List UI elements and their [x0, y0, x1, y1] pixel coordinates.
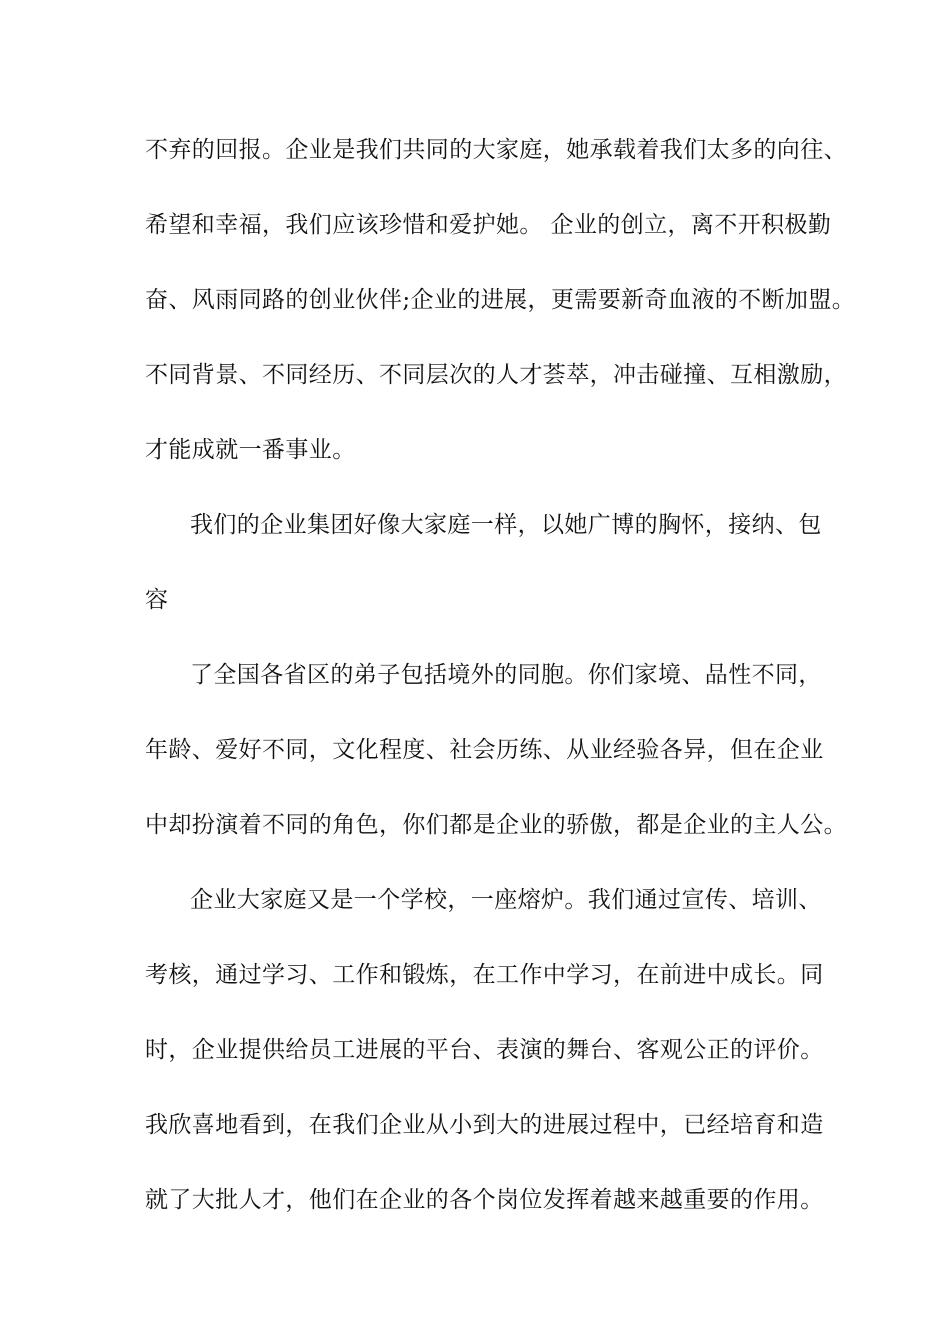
text-line: 希望和幸福，我们应该珍惜和爱护她。 企业的创立，离不开积极勤: [145, 212, 832, 238]
text-line: 容: [145, 587, 169, 613]
paragraph-start-line: 我们的企业集团好像大家庭一样，以她广博的胸怀，接纳、包: [190, 512, 822, 538]
text-line: 中却扮演着不同的角色，你们都是企业的骄傲，都是企业的主人公。: [145, 812, 847, 838]
text-line: 考核，通过学习、工作和锻炼，在工作中学习，在前进中成长。同: [145, 962, 824, 988]
paragraph-start-line: 企业大家庭又是一个学校，一座熔炉。我们通过宣传、培训、: [190, 887, 822, 913]
paragraph-start-line: 了全国各省区的弟子包括境外的同胞。你们家境、品性不同，: [190, 662, 822, 688]
text-line: 不弃的回报。企业是我们共同的大家庭，她承载着我们太多的向往、: [145, 137, 847, 163]
text-line: 我欣喜地看到，在我们企业从小到大的进展过程中，已经培育和造: [145, 1112, 824, 1138]
text-line: 奋、风雨同路的创业伙伴;企业的进展，更需要新奇血液的不断加盟。: [145, 287, 856, 313]
text-line: 就了大批人才，他们在企业的各个岗位发挥着越来越重要的作用。: [145, 1187, 824, 1213]
text-line: 不同背景、不同经历、不同层次的人才荟萃，冲击碰撞、互相激励，: [145, 362, 847, 388]
text-line: 才能成就一番事业。: [145, 437, 356, 463]
text-line: 年龄、爱好不同，文化程度、社会历练、从业经验各异，但在企业: [145, 737, 824, 763]
text-line: 时，企业提供给员工进展的平台、表演的舞台、客观公正的评价。: [145, 1037, 824, 1063]
